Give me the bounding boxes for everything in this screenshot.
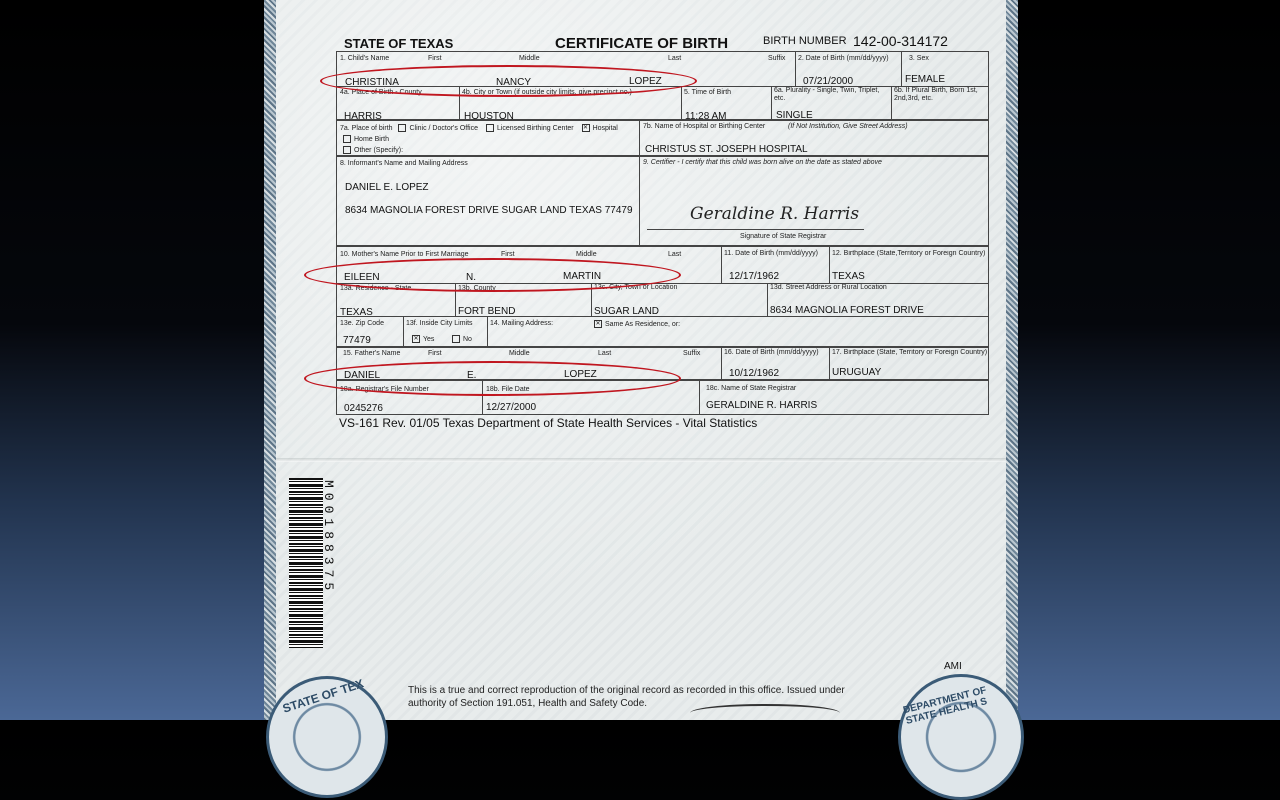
licensed-center-checkbox[interactable] bbox=[486, 124, 494, 132]
divider bbox=[403, 316, 404, 347]
child-middle-name: NANCY bbox=[496, 77, 532, 88]
home-birth-checkbox[interactable] bbox=[343, 135, 351, 143]
mother-middle-name: N. bbox=[466, 272, 476, 283]
child-dob: 07/21/2000 bbox=[803, 76, 854, 87]
child-last-name: LOPEZ bbox=[629, 76, 662, 87]
same-as-residence bbox=[594, 320, 680, 329]
informant-address: 8634 MAGNOLIA FOREST DRIVE SUGAR LAND TEXAS 77479 bbox=[345, 205, 633, 216]
hospital-option: Hospital bbox=[592, 124, 618, 132]
mother-middle-label: Middle bbox=[576, 251, 597, 258]
sex-label: 3. Sex bbox=[909, 55, 929, 62]
clinic-option: Clinic / Doctor's Office bbox=[409, 124, 478, 132]
inside-no-option bbox=[452, 335, 472, 344]
residence-city-label: 13c. City, Town or Location bbox=[594, 284, 678, 291]
same-as-residence-checkbox-checked[interactable]: ✕ bbox=[595, 321, 601, 327]
father-suffix-label: Suffix bbox=[683, 350, 701, 357]
divider bbox=[901, 51, 902, 86]
zip-code: 77479 bbox=[343, 335, 371, 346]
time-label: 5. Time of Birth bbox=[684, 89, 732, 96]
mother-birthplace: TEXAS bbox=[832, 271, 865, 282]
residence-county-label: 13b. County bbox=[458, 285, 496, 292]
security-border-right bbox=[1006, 0, 1018, 720]
county-label: 4a. Place of Birth - County bbox=[340, 89, 422, 96]
mother-last-label: Last bbox=[668, 251, 682, 258]
statement-line-2: authority of Section 191.051, Health and Safety Code. bbox=[408, 698, 648, 709]
informant-label: 8. Informant's Name and Mailing Address bbox=[340, 160, 468, 167]
signature-line bbox=[647, 229, 864, 230]
place-label-text: 7a. Place of birth bbox=[340, 124, 393, 132]
residence-state: TEXAS bbox=[340, 307, 373, 318]
child-name-label: 1. Child's Name bbox=[340, 55, 390, 62]
mother-dob: 12/17/1962 bbox=[729, 271, 780, 282]
inside-no-checkbox[interactable] bbox=[452, 335, 460, 343]
divider bbox=[639, 120, 640, 156]
divider bbox=[829, 246, 830, 283]
home-birth-text: Home Birth bbox=[354, 135, 390, 143]
birth-time: 11:28 AM bbox=[685, 111, 727, 122]
zip-label: 13e. Zip Code bbox=[340, 320, 384, 327]
last-label: Last bbox=[668, 55, 682, 62]
other-text: Other (Specify): bbox=[354, 146, 404, 154]
registrar-name-label: 18c. Name of State Registrar bbox=[706, 385, 797, 392]
mother-first-name: EILEEN bbox=[344, 272, 380, 283]
inside-yes-option bbox=[412, 335, 434, 344]
child-first-name: CHRISTINA bbox=[345, 77, 399, 88]
state-heading: STATE OF TEXAS bbox=[344, 36, 454, 51]
paper-fold bbox=[276, 458, 1006, 462]
inside-city-label: 13f. Inside City Limits bbox=[406, 320, 473, 327]
father-middle-label: Middle bbox=[509, 350, 530, 357]
divider bbox=[829, 347, 830, 380]
plurality: SINGLE bbox=[776, 110, 813, 121]
father-name-highlight bbox=[304, 361, 681, 396]
form-footer: VS-161 Rev. 01/05 Texas Department of State Health Services - Vital Statistics bbox=[339, 416, 758, 430]
residence-county: FORT BEND bbox=[458, 306, 516, 317]
statement-line-1: This is a true and correct reproduction of the original record as recorded in this office. Issued under bbox=[408, 685, 845, 696]
yes-text: Yes bbox=[423, 335, 435, 343]
certifier-label: 9. Certifier - I certify that this child was born alive on the date as stated above bbox=[643, 159, 882, 166]
file-date: 12/27/2000 bbox=[486, 402, 537, 413]
divider bbox=[681, 86, 682, 120]
birth-number: 142-00-314172 bbox=[853, 33, 948, 49]
barcode-number-container bbox=[318, 480, 342, 650]
mother-first-label: First bbox=[501, 251, 515, 258]
divider bbox=[721, 246, 722, 283]
ami-mark: AMI bbox=[944, 661, 962, 672]
hospital-name: CHRISTUS ST. JOSEPH HOSPITAL bbox=[645, 144, 808, 155]
security-border-left bbox=[264, 0, 276, 720]
mother-last-name: MARTIN bbox=[563, 271, 602, 282]
divider bbox=[721, 347, 722, 380]
file-number: 0245276 bbox=[344, 403, 383, 414]
clinic-checkbox[interactable] bbox=[398, 124, 406, 132]
residence-city: SUGAR LAND bbox=[594, 306, 660, 317]
divider bbox=[767, 283, 768, 316]
divider bbox=[336, 316, 989, 317]
state-seal-right bbox=[898, 674, 1024, 800]
child-sex: FEMALE bbox=[905, 74, 946, 85]
hospital-name-note: (If Not Institution, Give Street Address) bbox=[788, 123, 908, 130]
father-name-label: 15. Father's Name bbox=[343, 350, 401, 357]
birth-city: HOUSTON bbox=[464, 111, 514, 122]
hospital-name-label: 7b. Name of Hospital or Birthing Center bbox=[643, 123, 766, 130]
dob-label: 2. Date of Birth (mm/dd/yyyy) bbox=[798, 55, 889, 62]
licensed-option: Licensed Birthing Center bbox=[496, 124, 574, 132]
middle-label: Middle bbox=[519, 55, 540, 62]
informant-name: DANIEL E. LOPEZ bbox=[345, 182, 429, 193]
father-last-name: LOPEZ bbox=[564, 369, 597, 380]
other-checkbox[interactable] bbox=[343, 146, 351, 154]
signature-caption: Signature of State Registrar bbox=[740, 233, 827, 240]
city-label: 4b. City or Town (if outside city limits, give precinct no.) bbox=[462, 89, 632, 96]
home-birth-option bbox=[343, 135, 389, 144]
mother-birthplace-label: 12. Birthplace (State,Territory or Foreign Country) bbox=[832, 250, 986, 257]
father-first-name: DANIEL bbox=[344, 370, 381, 381]
residence-street: 8634 MAGNOLIA FOREST DRIVE bbox=[770, 305, 924, 316]
divider bbox=[891, 86, 892, 120]
other-option bbox=[343, 146, 403, 155]
father-birthplace: URUGUAY bbox=[832, 367, 882, 378]
hospital-checkbox-checked[interactable]: ✕ bbox=[583, 125, 589, 131]
barcode-number: M00188375 bbox=[321, 480, 336, 596]
birth-number-label: BIRTH NUMBER bbox=[763, 35, 847, 47]
father-middle-name: E. bbox=[467, 370, 477, 381]
divider bbox=[487, 316, 488, 347]
seal-right-text: DEPARTMENT OF STATE HEALTH S bbox=[902, 684, 989, 727]
divider bbox=[639, 156, 640, 246]
father-dob-label: 16. Date of Birth (mm/dd/yyyy) bbox=[724, 349, 819, 356]
inside-yes-checkbox-checked[interactable]: ✕ bbox=[413, 336, 419, 342]
file-date-label: 18b. File Date bbox=[486, 386, 530, 393]
birth-county: HARRIS bbox=[344, 111, 382, 122]
mother-dob-label: 11. Date of Birth (mm/dd/yyyy) bbox=[724, 250, 819, 257]
divider bbox=[771, 86, 772, 120]
issuer-signature-stroke bbox=[690, 704, 840, 722]
no-text: No bbox=[463, 335, 472, 343]
father-last-label: Last bbox=[598, 350, 612, 357]
place-of-birth-label bbox=[340, 124, 618, 133]
seal-left-text: STATE OF TEX bbox=[280, 676, 366, 716]
mother-name-label: 10. Mother's Name Prior to First Marriage bbox=[340, 251, 469, 258]
divider bbox=[699, 380, 700, 415]
registrar-name: GERALDINE R. HARRIS bbox=[706, 400, 818, 411]
plural-order-label: 6b. If Plural Birth, Born 1st, 2nd,3rd, etc. bbox=[894, 87, 978, 102]
registrar-signature: Geraldine R. Harris bbox=[690, 204, 860, 224]
residence-state-label: 13a. Residence - State bbox=[340, 285, 412, 292]
father-dob: 10/12/1962 bbox=[729, 368, 780, 379]
mailing-label: 14. Mailing Address: bbox=[490, 320, 554, 327]
father-birthplace-label: 17. Birthplace (State, Territory or Foreign Country) bbox=[832, 349, 988, 356]
residence-street-label: 13d. Street Address or Rural Location bbox=[770, 284, 887, 291]
plurality-label: 6a. Plurality - Single, Twin, Triplet, etc. bbox=[774, 87, 880, 102]
certificate-title: CERTIFICATE OF BIRTH bbox=[555, 35, 729, 52]
file-number-label: 18a. Registrar's File Number bbox=[340, 386, 429, 393]
informant-section bbox=[336, 156, 989, 246]
first-label: First bbox=[428, 55, 442, 62]
suffix-label: Suffix bbox=[768, 55, 786, 62]
state-seal-left bbox=[266, 676, 388, 798]
child-name-highlight bbox=[320, 65, 697, 97]
same-as-text: Same As Residence, or: bbox=[605, 320, 681, 328]
father-first-label: First bbox=[428, 350, 442, 357]
mother-name-highlight bbox=[304, 258, 681, 292]
divider bbox=[795, 51, 796, 86]
